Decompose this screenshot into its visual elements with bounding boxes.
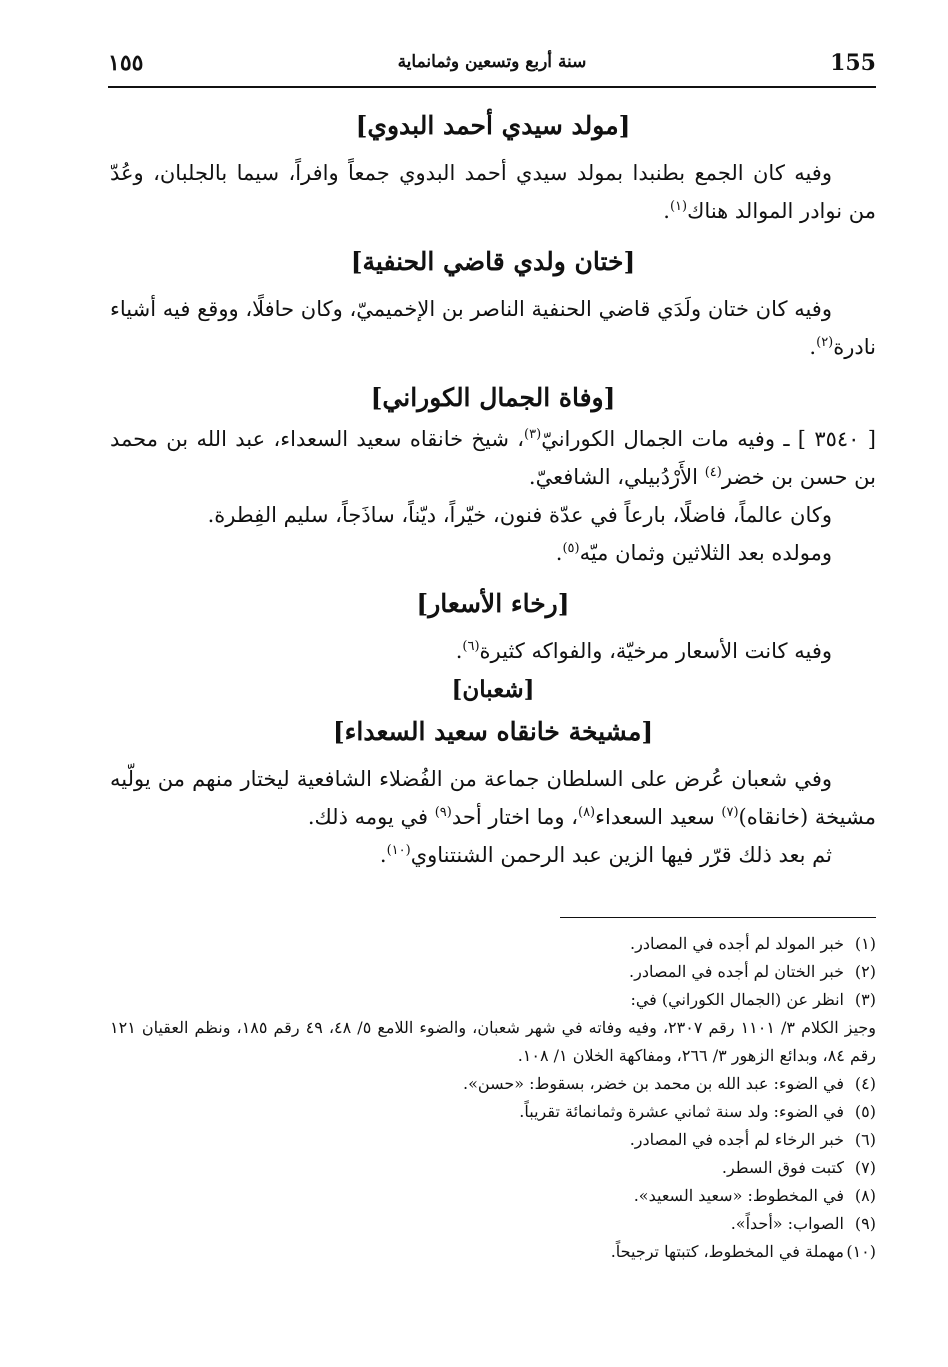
entry-text: ، شيخ خانقاه سعيد السعداء، عبد الله بن محمد بن حسن بن خضر [110, 427, 876, 489]
footnote-number: (٢) [854, 962, 876, 981]
page-number-latin: 155 [830, 50, 876, 76]
paragraph-text: وفيه كان ختان ولَدَي قاضي الحنفية الناصر بن الإخميميّ، وكان حافلًا، ووقع فيه أشياء نادرة [110, 297, 876, 359]
footnote-number: (٧) [854, 1158, 876, 1177]
footnotes [110, 930, 876, 1266]
footnote-text: انظر عن (الجمال الكوراني) في: [630, 990, 844, 1009]
main-text [110, 104, 876, 874]
footnote [110, 986, 876, 1014]
paragraph-tail: . [555, 541, 563, 565]
paragraph-tail: . [455, 639, 463, 663]
footnote-text: خبر الختان لم أجده في المصادر. [629, 962, 844, 981]
paragraph-text: ، وما اختار أحد [451, 805, 578, 829]
footnote-text: خبر المولد لم أجده في المصادر. [630, 934, 844, 953]
paragraph-text: ثم بعد ذلك قرّر فيها الزين عبد الرحمن الشنتناوي [410, 843, 832, 867]
footnote-number: (٨) [854, 1186, 876, 1205]
footnote-number: (٩) [854, 1214, 876, 1233]
footnote-ref[interactable]: (٨) [577, 805, 596, 820]
footnote-ref[interactable]: (٦) [462, 639, 480, 654]
footnote-ref[interactable]: (٧) [721, 805, 739, 820]
footnote-number: (٥) [854, 1102, 876, 1121]
month-heading: [شعبان] [451, 676, 535, 703]
paragraph-text: سعيد السعداء [595, 805, 722, 829]
paragraph [110, 836, 876, 874]
section-heading: [ختان ولدي قاضي الحنفية] [350, 247, 636, 276]
footnote [110, 1182, 876, 1210]
footnote-number: (٤) [854, 1074, 876, 1093]
paragraph [110, 290, 876, 366]
paragraph-text: وفيه كان الجمع بطنبدا بمولد سيدي أحمد البدوي جمعاً وافراً، سيما بالجلبان، وعُدّ من نوادر الموالد هناك [110, 161, 876, 223]
footnote-text: خبر الرخاء لم أجده في المصادر. [629, 1130, 844, 1149]
paragraph: وكان عالماً، فاضلًا، بارعاً في عدّة فنون، خيّراً، ديّناً، ساذَجاً، سليم الفِطرة. [207, 503, 832, 527]
section-heading: [مولد سيدي أحمد البدوي] [355, 111, 631, 140]
footnote-number: (١) [854, 934, 876, 953]
paragraph [110, 632, 876, 670]
paragraph-text: ومولده بعد الثلاثين وثمان ميّه [579, 541, 832, 565]
footnote-ref[interactable]: (٢) [816, 335, 834, 350]
footnote [110, 1210, 876, 1238]
running-title: سنة أربع وتسعين وثمانماية [397, 52, 587, 72]
footnote-ref[interactable]: (١٠) [386, 843, 411, 858]
paragraph-text: وفي شعبان عُرض على السلطان جماعة من الفُضلاء الشافعية ليختار منهم من يولّيه مشيخة (خانقاه) [110, 767, 876, 829]
footnote-text: مهملة في المخطوط، كتبتها ترجيحاً. [610, 1242, 844, 1261]
page-number-arabic: ١٥٥ [108, 50, 144, 76]
paragraph [110, 760, 876, 836]
section-heading: [مشيخة خانقاه سعيد السعداء] [332, 717, 654, 746]
footnote-continuation: وجيز الكلام ٣/ ١١٠١ رقم ٢٣٠٧، وفيه وفاته في شهر شعبان، والضوء اللامع ٥/ ٤٨، ٤٩ رقم ١٨٥، ونظم العقيان ١٢١ رقم ٨٤، وبدائع الزهور ٣/ ٢٦٦، ومفاكهة الخلان ١/ ١٠٨. [110, 1018, 877, 1065]
paragraph-tail: . [663, 199, 670, 223]
paragraph [110, 534, 876, 572]
footnote-ref[interactable]: (١) [669, 199, 688, 214]
section-heading: [رخاء الأسعار] [416, 589, 570, 618]
footnote [110, 958, 876, 986]
paragraph-text: وفيه كانت الأسعار مرخيّة، والفواكه كثيرة [479, 639, 832, 663]
footnote-ref[interactable]: (٤) [704, 465, 722, 480]
footnote [110, 1238, 876, 1266]
footnote-text: في الضوء: عبد الله بن محمد بن خضر، بسقوط: «حسن». [463, 1074, 844, 1093]
footnote [110, 1070, 876, 1098]
footnote [110, 1154, 876, 1182]
footnote [110, 930, 876, 958]
entry-text: الأَرْدُبيلي، الشافعيّ. [528, 465, 705, 489]
footnote-number: (١٠) [846, 1242, 876, 1261]
footnote-ref[interactable]: (٣) [524, 427, 542, 442]
footnote-number: (٣) [854, 990, 876, 1009]
entry-text: [ ٣٥٤٠ ] ـ وفيه مات الجمال الكورانيّ [541, 427, 876, 451]
footnote [110, 1098, 876, 1126]
footnote-text: في الضوء: ولد سنة ثماني عشرة وثمانمائة تقريباً. [519, 1102, 844, 1121]
header-rule [108, 86, 876, 88]
footnote-number: (٦) [854, 1130, 876, 1149]
running-header [108, 46, 876, 84]
section-heading: [وفاة الجمال الكوراني] [370, 383, 616, 412]
footnote-ref[interactable]: (٥) [562, 541, 580, 556]
footnote-text: في المخطوط: «سعيد السعيد». [633, 1186, 844, 1205]
paragraph-tail: . [379, 843, 387, 867]
biography-entry [110, 420, 876, 496]
footnote [110, 1126, 876, 1154]
paragraph [110, 154, 876, 230]
footnote-separator [560, 917, 876, 918]
footnote-ref[interactable]: (٩) [434, 805, 452, 820]
footnote-text: كتبت فوق السطر. [721, 1158, 844, 1177]
footnote-text: الصواب: «أحداً». [730, 1214, 844, 1233]
paragraph-tail: . [809, 335, 817, 359]
paragraph-text: في يومه ذلك. [307, 805, 435, 829]
